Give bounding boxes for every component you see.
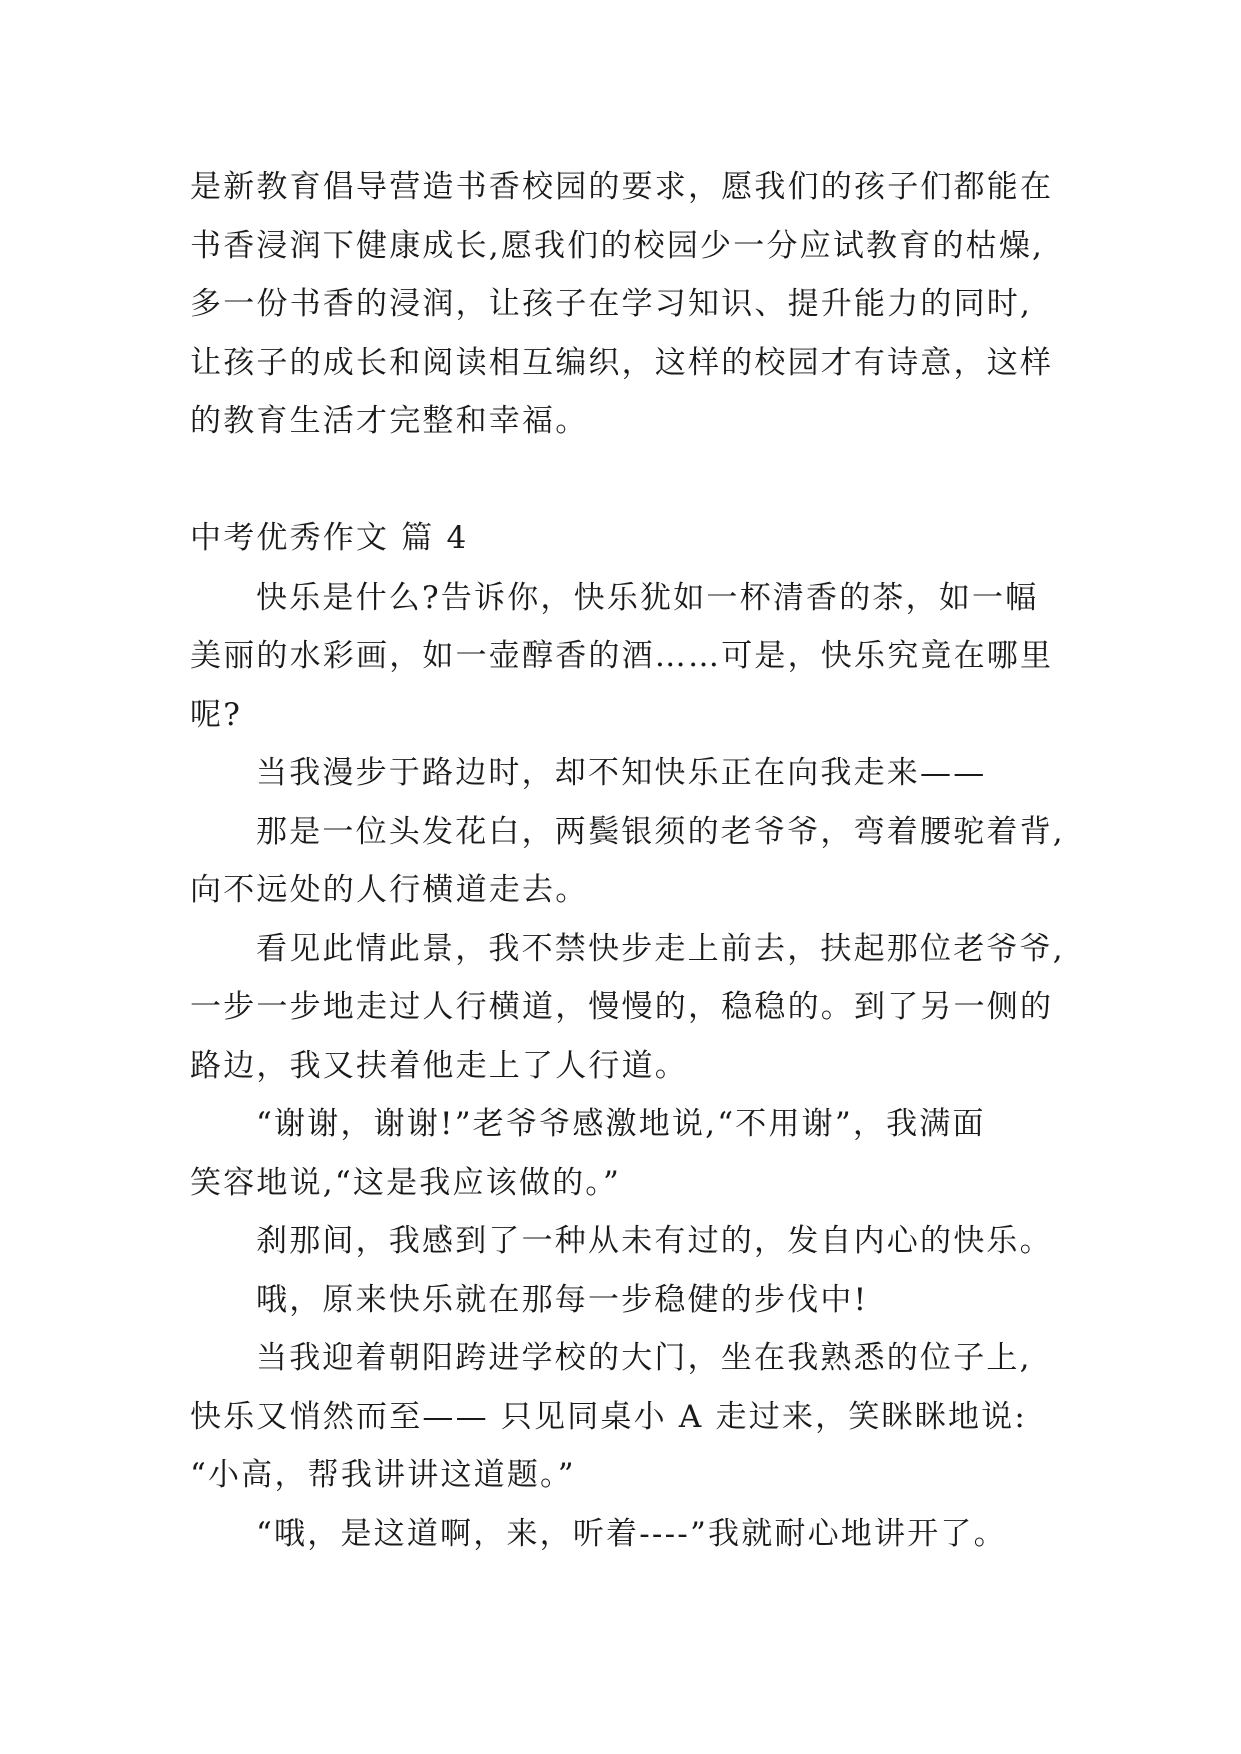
text-line: 当我迎着朝阳跨进学校的大门，坐在我熟悉的位子上, bbox=[256, 1340, 1032, 1376]
text-line: 快乐又悄然而至—— 只见同桌小 A 走过来，笑眯眯地说: bbox=[190, 1398, 1027, 1435]
text-line: “小高，帮我讲讲这道题。” bbox=[190, 1457, 576, 1493]
text-line: “谢谢，谢谢!”老爷爷感激地说,“不用谢”，我满面 bbox=[256, 1106, 986, 1142]
text-line: 多一份书香的浸润，让孩子在学习知识、提升能力的同时, bbox=[190, 286, 1033, 322]
text-line: 让孩子的成长和阅读相互编织，这样的校园才有诗意，这样 bbox=[190, 344, 1054, 381]
text-line: 快乐是什么?告诉你，快乐犹如一杯清香的茶，如一幅 bbox=[256, 579, 1039, 616]
previous-paragraph bbox=[190, 158, 1090, 451]
text-line: 呢? bbox=[190, 696, 243, 733]
text-line: 哦，原来快乐就在那每一步稳健的步伐中! bbox=[256, 1281, 869, 1318]
text-line: 当我漫步于路边时，却不知快乐正在向我走来—— bbox=[256, 755, 987, 791]
paragraph bbox=[190, 920, 1090, 1096]
text-line: “哦，是这道啊，来，听着----”我就耐心地讲开了。 bbox=[256, 1515, 1007, 1552]
paragraph bbox=[190, 1505, 1090, 1564]
paragraph bbox=[190, 744, 1090, 803]
document-body bbox=[190, 158, 1090, 1563]
text-line: 向不远处的人行横道走去。 bbox=[190, 872, 589, 908]
text-line: 是新教育倡导营造书香校园的要求，愿我们的孩子们都能在 bbox=[190, 169, 1054, 205]
paragraph bbox=[190, 1212, 1090, 1271]
text-line: 路边，我又扶着他走上了人行道。 bbox=[190, 1047, 688, 1084]
text-line: 那是一位头发花白，两鬓银须的老爷爷，弯着腰驼着背, bbox=[256, 813, 1065, 850]
text-line: 刹那间，我感到了一种从未有过的，发自内心的快乐。 bbox=[256, 1223, 1053, 1259]
paragraph bbox=[190, 803, 1090, 920]
paragraph bbox=[190, 569, 1090, 745]
text-line: 书香浸润下健康成长,愿我们的校园少一分应试教育的枯燥, bbox=[190, 227, 1045, 264]
text-line: 一步一步地走过人行横道，慢慢的，稳稳的。到了另一侧的 bbox=[190, 989, 1054, 1025]
text-line: 的教育生活才完整和幸福。 bbox=[190, 403, 589, 439]
text-line: 美丽的水彩画，如一壶醇香的酒……可是，快乐究竟在哪里 bbox=[190, 638, 1054, 674]
paragraph bbox=[190, 1329, 1090, 1505]
text-line: 看见此情此景，我不禁快步走上前去，扶起那位老爷爷, bbox=[256, 930, 1065, 967]
paragraph bbox=[190, 1271, 1090, 1330]
text-line: 笑容地说,“这是我应该做的。” bbox=[190, 1164, 622, 1201]
section-title: 中考优秀作文 篇 4 bbox=[190, 519, 469, 556]
paragraph bbox=[190, 1095, 1090, 1212]
section-gap bbox=[190, 451, 1090, 507]
